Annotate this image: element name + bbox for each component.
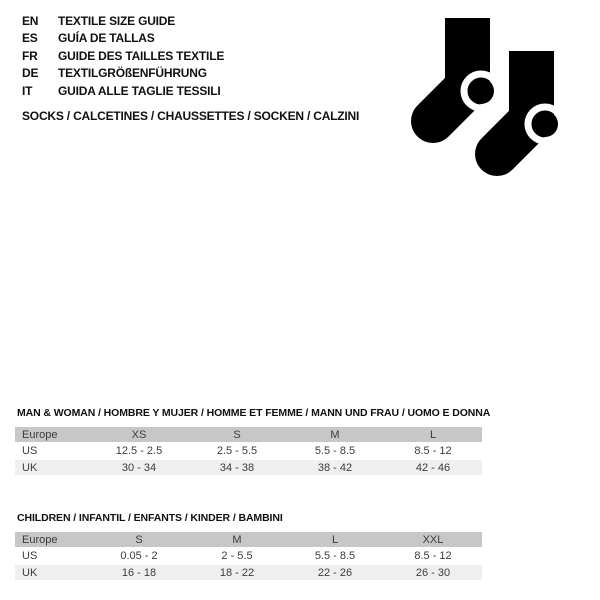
- table-cell: 0.05 - 2: [120, 550, 158, 562]
- language-code: IT: [22, 83, 33, 98]
- language-code: EN: [22, 14, 39, 28]
- table-row-us: [15, 549, 482, 564]
- table-header-row: [15, 532, 482, 547]
- table-cell: 2 - 5.5: [221, 550, 253, 562]
- language-row-de: [22, 65, 224, 82]
- table-row-us: [15, 444, 482, 459]
- socks-icon: [405, 12, 563, 184]
- table-header-cell: M: [232, 533, 242, 546]
- table-cell: 8.5 - 12: [414, 550, 452, 562]
- language-row-es: [22, 30, 224, 47]
- table-title: CHILDREN / INFANTIL / ENFANTS / KINDER / BAMBINI: [17, 512, 283, 524]
- table-cell: 18 - 22: [219, 566, 255, 579]
- table-cell: 5.5 - 8.5: [314, 550, 356, 562]
- table-cell: 8.5 - 12: [414, 445, 452, 457]
- language-code: DE: [22, 66, 39, 81]
- language-label: GUIDE DES TAILLES TEXTILE: [58, 48, 225, 63]
- table-man-woman: [15, 407, 491, 477]
- language-list: [22, 13, 224, 100]
- language-label: GUIDA ALLE TAGLIE TESSILI: [58, 83, 221, 98]
- table-cell: 30 - 34: [121, 461, 157, 474]
- table-header-cell: S: [233, 428, 241, 441]
- table-cell: 12.5 - 2.5: [115, 445, 163, 457]
- table-row-uk: [15, 565, 482, 580]
- sock-shape: [497, 51, 562, 154]
- language-code: ES: [22, 31, 38, 46]
- table-row-uk: [15, 460, 482, 475]
- table-header-cell: L: [331, 533, 339, 546]
- table-cell: 22 - 26: [317, 566, 353, 579]
- sock-shape: [433, 18, 498, 121]
- table-header-row: [15, 427, 482, 442]
- language-label: GUÍA DE TALLAS: [58, 31, 155, 46]
- table-header-cell: L: [429, 428, 437, 441]
- table-header-cell: XXL: [422, 533, 444, 546]
- language-row-fr: [22, 48, 224, 65]
- row-label: US: [22, 445, 38, 457]
- table-cell: 38 - 42: [317, 461, 353, 474]
- language-label: TEXTILE SIZE GUIDE: [58, 14, 176, 28]
- language-label: TEXTILGRÖßENFÜHRUNG: [58, 66, 207, 81]
- row-label: UK: [22, 566, 38, 579]
- table-cell: 34 - 38: [219, 461, 255, 474]
- table-cell: 42 - 46: [415, 461, 451, 474]
- language-row-it: [22, 83, 224, 100]
- table-header-cell: M: [330, 428, 340, 441]
- table-header-cell: Europe: [22, 428, 58, 441]
- table-header-cell: S: [135, 533, 143, 546]
- row-label: US: [22, 550, 38, 562]
- table-cell: 2.5 - 5.5: [216, 445, 258, 457]
- language-row-en: [22, 13, 224, 30]
- table-header-cell: Europe: [22, 533, 58, 546]
- table-title: MAN & WOMAN / HOMBRE Y MUJER / HOMME ET FEMME / MANN UND FRAU / UOMO E DONNA: [17, 407, 491, 419]
- table-cell: 26 - 30: [415, 566, 451, 579]
- table-header-cell: XS: [131, 428, 147, 441]
- table-children: [15, 512, 482, 582]
- language-code: FR: [22, 48, 38, 63]
- row-label: UK: [22, 461, 38, 474]
- table-cell: 5.5 - 8.5: [314, 445, 356, 457]
- table-cell: 16 - 18: [121, 566, 157, 579]
- category-title: SOCKS / CALCETINES / CHAUSSETTES / SOCKEN / CALZINI: [22, 109, 360, 123]
